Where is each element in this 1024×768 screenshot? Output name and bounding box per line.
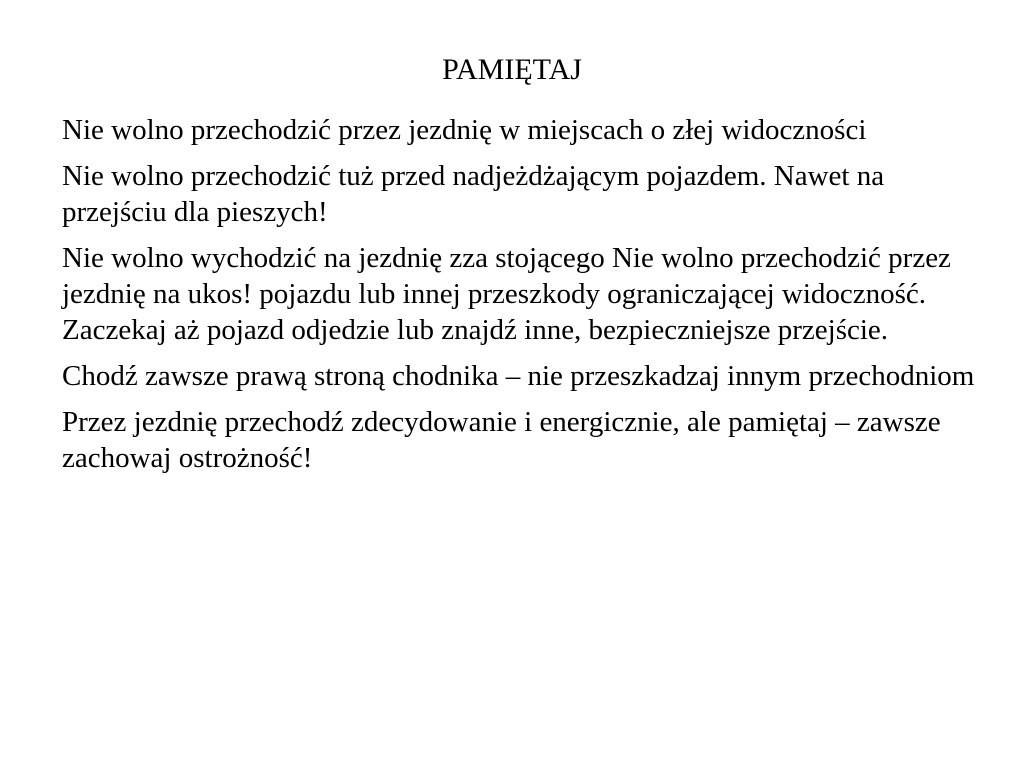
paragraph-right-side-sidewalk: Chodź zawsze prawą stroną chodnika – nie przeszkadzaj innym przechodniom — [62, 360, 975, 392]
slide-title: PAMIĘTAJ — [442, 53, 582, 86]
paragraph-poor-visibility: Nie wolno przechodzić przez jezdnię w miejscach o złej widoczności — [62, 114, 867, 146]
slide-body — [62, 112, 982, 486]
paragraph-standing-vehicle: Nie wolno wychodzić na jezdnię zza stojącego Nie wolno przechodzić przez jezdnię na ukos! pojazdu lub innej przeszkody ograniczającej widoczność. Zaczekaj aż pojazd odjedzie lub znajdź inne, bezpieczniejsze przejście. — [62, 242, 951, 346]
paragraph-cross-decisively: Przez jezdnię przechodź zdecydowanie i energicznie, ale pamiętaj – zawsze zachowaj ostrożność! — [62, 406, 941, 474]
paragraph-approaching-vehicle: Nie wolno przechodzić tuż przed nadjeżdżającym pojazdem. Nawet na przejściu dla pieszych! — [62, 160, 885, 228]
